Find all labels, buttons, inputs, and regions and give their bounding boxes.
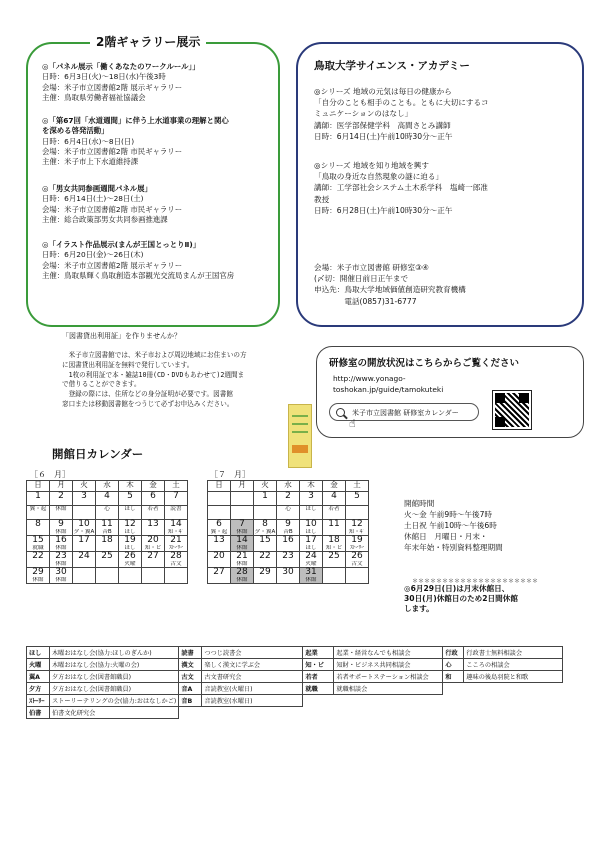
calendar-day: 23 [277, 552, 300, 568]
science-venue [314, 262, 576, 307]
calendar-day [254, 506, 277, 520]
calendar-day: 休館 [50, 506, 73, 520]
lecture-line: ◎シリーズ 地域の元気は毎日の健康から [314, 87, 452, 96]
qr-code-icon[interactable] [493, 391, 531, 429]
library-card-image [288, 404, 312, 468]
calendar-day: 26 古文 [346, 552, 369, 568]
legend-key [443, 695, 464, 707]
calendar-day: 1 [254, 492, 277, 506]
legend-value: 夕方おはなし会(図書館職員) [50, 683, 179, 695]
legend-value: 古文書研究会 [202, 671, 303, 683]
calendar-day: 12 知・ｷﾞ [346, 520, 369, 536]
legend-value: ストーリーテリングの会(協力:おはなしかご) [50, 695, 179, 707]
legend-key: 伯書 [27, 707, 50, 719]
weekday-header: 火 [73, 481, 96, 492]
calendar-day: 18 [96, 536, 119, 552]
calendar-day: 心 [277, 506, 300, 520]
calendar-day: 15 就職 [27, 536, 50, 552]
event-line: 会場：米子市立図書館2階 市民ギャラリー [42, 146, 183, 156]
gallery-event [42, 62, 278, 103]
calendar-day: 心 [96, 506, 119, 520]
legend-key: 心 [443, 659, 464, 671]
legend-key [303, 707, 334, 719]
gallery-panel [26, 35, 280, 327]
calendar-day: 27 [208, 568, 231, 584]
separator: ＊＊＊＊＊＊＊＊＊＊＊＊＊＊＊＊＊＊＊＊＊ [412, 578, 539, 585]
legend-key: 翼A [27, 671, 50, 683]
venue-line: 会場：米子市立図書館 研修室③④ [314, 263, 429, 272]
legend-key: 音A [179, 683, 202, 695]
weekday-header: 日 [27, 481, 50, 492]
weekday-header: 土 [165, 481, 188, 492]
calendar-day: 17 [73, 536, 96, 552]
calendar-day: 31 休館 [300, 568, 323, 584]
calendar-day: 19 ほし [119, 536, 142, 552]
calendar-day: 10 夕・翼A [73, 519, 95, 535]
legend-value [334, 707, 443, 719]
event-line: 日時：6月4日(水)～8日(日) [42, 136, 135, 146]
legend-value: つつじ読書会 [202, 647, 303, 659]
event-heading: ◎「第67回「水道週間」に伴う上水道事業の理解と関心 [42, 116, 229, 125]
calendar-day: 2 [50, 492, 73, 506]
search-label: 米子市立図書館 研修室カレンダー [352, 409, 459, 417]
gallery-title: 2階ギャラリー展示 [90, 33, 206, 50]
card-line: 窓口または移動図書館をつうじて必ずお申込みください。 [62, 399, 234, 408]
calendar-day: 28 休館 [231, 568, 254, 584]
legend-key: 行政 [443, 647, 464, 659]
june-label: ［６ 月］ [30, 470, 70, 479]
calendar-day: 3 [300, 492, 323, 506]
weekday-header: 水 [96, 481, 119, 492]
calendar-day [346, 506, 369, 520]
calendar-day: 23 休館 [50, 552, 73, 568]
calendar-day: 12 ほし [119, 520, 142, 536]
legend-value: 楽しく漢文に学ぶ会 [202, 659, 303, 671]
calendar-day [231, 506, 254, 520]
weekday-header: 水 [277, 481, 300, 492]
legend-key: 夕方 [27, 683, 50, 695]
science-title: 鳥取大学サイエンス・アカデミー [314, 60, 470, 72]
calendar-day: 11 [323, 520, 346, 536]
calendar-day: 30 休館 [50, 568, 73, 584]
weekday-header: 月 [231, 481, 254, 492]
card-line: 米子市立図書館では、米子市および周辺地域にお住まいの方 [62, 351, 247, 359]
calendar-day: 7 [165, 492, 188, 506]
calendar-day: 21 ｽﾄｰﾘｰ [165, 536, 188, 552]
card-body [62, 351, 312, 410]
calendar-day: 20 知・ビ [142, 536, 165, 552]
calendar-day: 5 [119, 492, 142, 506]
calendar-day: 22 [27, 552, 50, 568]
legend-value [334, 695, 443, 707]
calendar-day: 6 翼・起 [208, 520, 231, 536]
status-url[interactable]: toshokan.jp/guide/tamokuteki [333, 385, 444, 394]
hours-line: 休館日 月曜日・月末・ [404, 532, 488, 541]
legend-key: 古文 [179, 671, 202, 683]
weekday-header: 木 [119, 481, 142, 492]
legend-value: 若者サポートステーション相談会 [334, 671, 443, 683]
legend-value [464, 683, 563, 695]
calendar-day [119, 568, 142, 584]
legend-value: 起業・経営なんでも相談会 [334, 647, 443, 659]
lecture-line: 講師：工学部社会システム土木系学科 塩崎一郎准 [314, 183, 488, 193]
legend-key: 漢文 [179, 659, 202, 671]
lecture-line: ◎シリーズ 地域を知り地域を興す [314, 161, 429, 170]
legend-key: 起業 [303, 647, 334, 659]
calendar-day: 8 夕・翼A [254, 519, 276, 535]
legend-value [464, 695, 563, 707]
calendar-day: 4 [96, 492, 119, 506]
lecture-line: 「鳥取の身近な自然現象の謎に迫る」 [314, 172, 444, 182]
lecture-line: 「自分のことも相手のことも。ともに大切にするコ [314, 98, 489, 108]
legend-table [26, 646, 563, 719]
july-calendar [207, 480, 369, 584]
calendar-day: 24 [73, 552, 96, 568]
calendar-day: 15 [254, 536, 277, 552]
weekday-header: 月 [50, 481, 73, 492]
legend-key: 音B [179, 695, 202, 707]
card-line: 登録の際には、住所などの身分証明が必要です。図書館 [62, 390, 233, 399]
calendar-day: 若者 [323, 506, 346, 520]
science-lecture [314, 160, 576, 216]
calendar-title: 開館日カレンダー [52, 447, 144, 461]
calendar-day: 8 [27, 520, 50, 536]
event-line: 会場：米子市立図書館2階 展示ギャラリー [42, 82, 183, 92]
calendar-day [165, 568, 188, 584]
calendar-day: 6 [142, 492, 165, 506]
calendar-day: 13 [208, 536, 231, 552]
calendar-day: 21 休館 [231, 552, 254, 568]
legend-value: こころの相談会 [464, 659, 563, 671]
legend-value: 音読教室(火曜日) [202, 683, 303, 695]
legend-value: 知財・ビジネス共同相談会 [334, 659, 443, 671]
calendar-day: 28 古文 [165, 552, 188, 568]
june-calendar [26, 480, 188, 584]
legend-key [179, 707, 202, 719]
calendar-day [73, 506, 96, 520]
legend-key [443, 707, 464, 719]
calendar-day: 24 火曜 [300, 552, 323, 568]
weekday-header: 土 [346, 481, 369, 492]
venue-line: 電話(0857)31-6777 [314, 296, 417, 306]
legend-value: 木曜おはなし会(協力:火曜の会) [50, 659, 179, 671]
calendar-day: 9 休館 [50, 520, 73, 536]
legend-key: 和 [443, 671, 464, 683]
legend-value: 夕方おはなし会(図書館職員) [50, 671, 179, 683]
legend-value [464, 707, 563, 719]
calendar-day: 16 [277, 536, 300, 552]
card-line: に図書貸出利用証を無料で発行しています。 [62, 360, 194, 369]
calendar-day: 4 [323, 492, 346, 506]
legend-value: 行政書士無料相談会 [464, 647, 563, 659]
legend-key: ｽﾄｰﾘｰ [27, 695, 50, 707]
calendar-day: 3 [73, 492, 96, 506]
calendar-day: 9 音B [277, 520, 300, 536]
weekday-header: 火 [254, 481, 277, 492]
status-url[interactable]: http://www.yonago- [333, 374, 406, 383]
search-icon [336, 408, 345, 417]
calendar-day: 22 [254, 552, 277, 568]
calendar-day: 30 [277, 568, 300, 584]
event-heading: を深める啓発活動」 [42, 126, 109, 136]
status-title: 研修室の開放状況はこちらからご覧ください [329, 358, 520, 369]
legend-key: 若者 [303, 671, 334, 683]
lecture-line: 日時：6月14日(土)午前10時30分～正午 [314, 131, 453, 141]
venue-line: 申込先：鳥取大学地域価値創造研究教育機構 [314, 285, 466, 295]
hours-line: 土日祝 午前10時～午後6時 [404, 521, 497, 530]
calendar-day: 16 休館 [50, 536, 73, 552]
calendar-day [346, 568, 369, 584]
july-label: ［７ 月］ [210, 470, 250, 479]
calendar-day: 5 [346, 492, 369, 506]
legend-value: 伯書文化研究会 [50, 707, 179, 719]
weekday-header: 木 [300, 481, 323, 492]
lecture-line: 講師：医学部保健学科 高間さとみ講師 [314, 120, 451, 130]
calendar-day: 10 ほし [300, 520, 323, 536]
hours-line: 火～金 午前9時～午後7時 [404, 510, 493, 519]
legend-key: 知・ビ [303, 659, 334, 671]
calendar-day: 26 火曜 [119, 552, 142, 568]
calendar-day: 27 [142, 552, 165, 568]
calendar-day: 7 休館 [231, 520, 254, 536]
calendar-day: 19 ｽﾄｰﾘｰ [346, 536, 369, 552]
calendar-day: 翼・起 [27, 506, 50, 520]
calendar-day: 17 ほし [300, 536, 323, 552]
event-line: 主催：米子市上下水道維持課 [42, 157, 139, 167]
event-line: 主催：鳥取県労働者福祉協議会 [42, 92, 146, 102]
calendar-day: 25 [323, 552, 346, 568]
calendar-day: 14 知・ｷﾞ [165, 520, 188, 536]
calendar-day [142, 568, 165, 584]
calendar-day: 13 [142, 520, 165, 536]
legend-value: 音読教室(水曜日) [202, 695, 303, 707]
event-line: 会場：米子市立図書館2階 市民ギャラリー [42, 204, 183, 214]
legend-key [443, 683, 464, 695]
card-heading: 「図書貸出利用証」を作りませんか？ [62, 332, 181, 340]
calendar-day: 14 休館 [231, 536, 254, 552]
event-line: 日時：6月3日(火)～18日(水)午後3時 [42, 72, 166, 82]
calendar-day: 11 音B [96, 520, 119, 536]
lecture-line: 日時：6月28日(土)午前10時30分～正午 [314, 205, 453, 215]
card-line: で借りることができます。 [62, 380, 141, 389]
pointer-hand-icon: ☝ [349, 417, 356, 430]
calendar-day: 18 知・ビ [323, 536, 346, 552]
legend-value [202, 707, 303, 719]
calendar-day: 2 [277, 492, 300, 506]
event-heading: ◎「イラスト作品展示(まんが王国とっとりⅡ)」 [42, 240, 201, 249]
event-heading: ◎「パネル展示「働くあなたのワークルール」」 [42, 62, 200, 71]
legend-key: 火曜 [27, 659, 50, 671]
calendar-day [208, 506, 231, 520]
opening-hours [404, 498, 503, 553]
venue-line: (〆切：開催日前日正午まで [314, 274, 409, 284]
event-line: 会場：米子市立図書館2階 展示ギャラリー [42, 260, 183, 270]
legend-value: 就職相談会 [334, 683, 443, 695]
hours-line: 年末年始・特別資料整理期間 [404, 543, 503, 552]
gallery-event [42, 240, 278, 281]
calendar-day: 若者 [142, 506, 165, 520]
science-lecture [314, 86, 576, 142]
weekday-header: 金 [323, 481, 346, 492]
calendar-day [208, 492, 231, 506]
event-line: 日時：6月20日(金)～26日(木) [42, 250, 144, 260]
card-line: 1枚の利用証で本・雑誌10冊(CD・DVDもあわせて)2週間ま [62, 370, 245, 379]
lecture-line: 教授 [314, 194, 330, 204]
weekday-header: 日 [208, 481, 231, 492]
legend-key: 読書 [179, 647, 202, 659]
hours-line: 開館時間 [404, 499, 435, 508]
legend-value: 木曜おはなし会(協力:ほしのぎんか) [50, 647, 179, 659]
weekday-header: 金 [142, 481, 165, 492]
legend-key: ほし [27, 647, 50, 659]
calendar-day: 29 休館 [27, 568, 50, 584]
calendar-day [231, 492, 254, 506]
lecture-line: ミュニケーションのはなし」 [314, 109, 413, 119]
gallery-event [42, 116, 278, 167]
calendar-day: ほし [300, 506, 323, 520]
calendar-day: 20 [208, 552, 231, 568]
event-heading: ◎「男女共同参画週間パネル展」 [42, 184, 152, 193]
legend-value: 趣味の後島羽院と和歌 [464, 671, 563, 683]
science-academy-panel [296, 42, 584, 327]
legend-key: 就職 [303, 683, 334, 695]
study-room-status-panel [316, 346, 584, 438]
legend-key [303, 695, 334, 707]
calendar-day: 25 [96, 552, 119, 568]
calendar-day [96, 568, 119, 584]
event-line: 主催：総合政策部男女共同参画推進課 [42, 214, 168, 224]
calendar-day [323, 568, 346, 584]
closure-note: ◎6月29日(日)は月末休館日、 30日(月)休館日のため2日間休館 します。 [404, 584, 518, 613]
event-line: 日時：6月14日(土)～28日(土) [42, 194, 144, 204]
calendar-day: 1 [27, 492, 50, 506]
calendar-day: 29 [254, 568, 277, 584]
calendar-day [73, 568, 96, 584]
gallery-event [42, 184, 278, 225]
event-line: 主催：鳥取県輝く鳥取創造本部観光交流局まんが王国官房 [42, 270, 235, 280]
calendar-day: 読書 [165, 506, 188, 520]
calendar-day: ほし [119, 506, 142, 520]
